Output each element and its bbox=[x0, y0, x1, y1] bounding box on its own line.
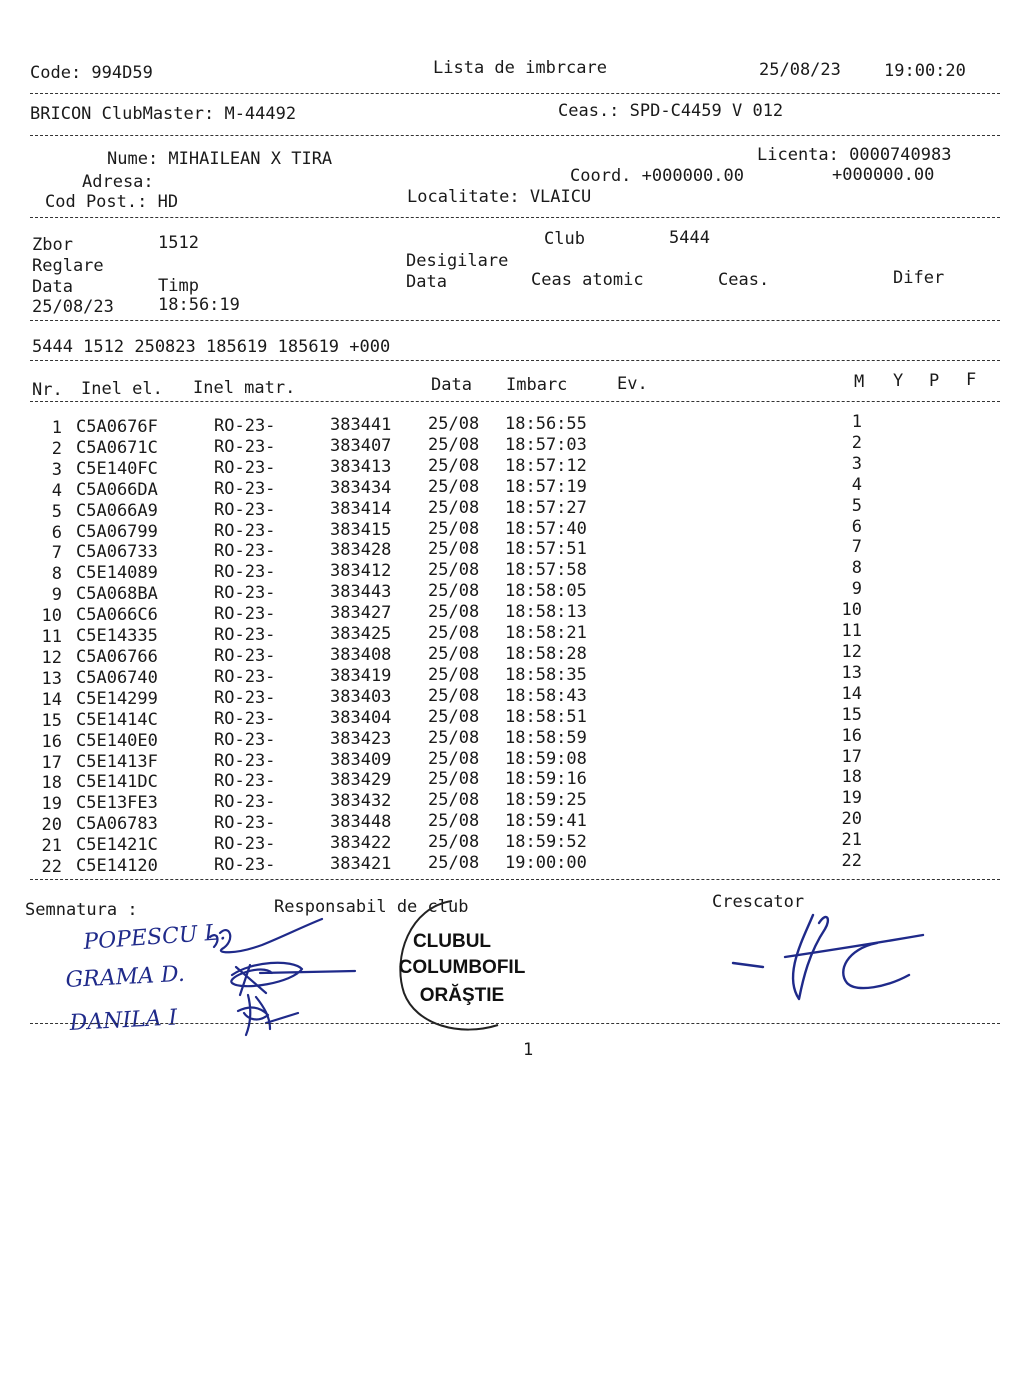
col-header-y: Y bbox=[893, 371, 904, 391]
boarding-time: 18:59:52 bbox=[505, 832, 587, 853]
row-number: 16 bbox=[41, 731, 62, 752]
svg-text:DANILA I: DANILA I bbox=[69, 1005, 178, 1036]
ring-prefix: RO-23- bbox=[214, 771, 276, 792]
boarding-time: 19:00:00 bbox=[505, 853, 587, 874]
boarding-time: 18:57:12 bbox=[505, 455, 587, 476]
boarding-time: 18:58:28 bbox=[505, 643, 587, 664]
position-m: 13 bbox=[841, 662, 862, 683]
electronic-ring: C5E13FE3 bbox=[76, 793, 158, 814]
divider bbox=[30, 879, 1000, 880]
column-m bbox=[826, 412, 862, 872]
row-number: 14 bbox=[41, 689, 62, 710]
ring-prefix: RO-23- bbox=[214, 541, 276, 562]
ring-number: 383421 bbox=[330, 854, 392, 875]
breeder-signature bbox=[725, 905, 935, 1010]
divider bbox=[30, 93, 1000, 94]
ring-prefix: RO-23- bbox=[214, 834, 276, 855]
arrival-date: 25/08 bbox=[428, 560, 480, 581]
postcode: Cod Post.: HD bbox=[45, 192, 179, 212]
boarding-time: 18:57:27 bbox=[505, 497, 587, 518]
row-number: 19 bbox=[41, 794, 62, 815]
divider bbox=[30, 320, 1000, 321]
electronic-ring: C5E140FC bbox=[76, 458, 158, 479]
locality: Localitate: VLAICU bbox=[407, 187, 592, 207]
atomic-clock-label: Ceas atomic bbox=[531, 270, 644, 290]
ring-number: 383443 bbox=[330, 582, 392, 603]
ring-number: 383407 bbox=[330, 435, 392, 456]
svg-text:COLUMBOFIL: COLUMBOFIL bbox=[398, 957, 526, 978]
boarding-time: 18:58:43 bbox=[505, 685, 587, 706]
position-m: 18 bbox=[841, 767, 862, 788]
column-ring-number bbox=[330, 415, 391, 875]
licence-number: Licenta: 0000740983 bbox=[757, 145, 952, 165]
ring-number: 383425 bbox=[330, 624, 392, 645]
electronic-ring: C5E14120 bbox=[76, 856, 158, 877]
clock-column-label: Ceas. bbox=[718, 270, 770, 290]
row-number: 5 bbox=[51, 501, 62, 522]
arrival-date: 25/08 bbox=[428, 518, 480, 539]
position-m: 15 bbox=[841, 704, 862, 725]
electronic-ring: C5A066DA bbox=[76, 479, 158, 500]
ring-number: 383423 bbox=[330, 728, 392, 749]
divider bbox=[30, 217, 1000, 218]
arrival-date: 25/08 bbox=[428, 497, 480, 518]
position-m: 11 bbox=[841, 621, 862, 642]
ring-prefix: RO-23- bbox=[214, 499, 276, 520]
ring-number: 383448 bbox=[330, 812, 392, 833]
clock-label: Ceas.: SPD-C4459 V 012 bbox=[558, 101, 784, 121]
arrival-date: 25/08 bbox=[428, 853, 480, 874]
electronic-ring: C5E14089 bbox=[76, 563, 158, 584]
handwritten-signatures bbox=[60, 915, 380, 1040]
ring-number: 383403 bbox=[330, 686, 392, 707]
document-title: Lista de imbrcare bbox=[433, 58, 607, 78]
ring-prefix: RO-23- bbox=[214, 645, 276, 666]
ring-prefix: RO-23- bbox=[214, 457, 276, 478]
ring-number: 383404 bbox=[330, 707, 392, 728]
ring-number: 383428 bbox=[330, 540, 392, 561]
row-number: 22 bbox=[41, 857, 62, 878]
boarding-time: 18:58:59 bbox=[505, 727, 587, 748]
boarding-time: 18:57:40 bbox=[505, 518, 587, 539]
ring-prefix: RO-23- bbox=[214, 625, 276, 646]
electronic-ring: C5A066A9 bbox=[76, 500, 158, 521]
boarding-time: 18:58:05 bbox=[505, 581, 587, 602]
svg-text:CLUBUL: CLUBUL bbox=[412, 931, 492, 952]
position-m: 22 bbox=[841, 851, 862, 872]
arrival-date: 25/08 bbox=[428, 811, 480, 832]
column-nr bbox=[30, 418, 62, 878]
ring-number: 383432 bbox=[330, 791, 392, 812]
desigilare-data-label: Data bbox=[406, 272, 447, 292]
ring-number: 383419 bbox=[330, 665, 392, 686]
electronic-ring: C5A06733 bbox=[76, 542, 158, 563]
arrival-date: 25/08 bbox=[428, 727, 480, 748]
position-m: 8 bbox=[851, 558, 862, 579]
signature-label: Semnatura : bbox=[25, 900, 138, 920]
data-label: Data bbox=[32, 277, 73, 297]
breeder-label: Crescator bbox=[712, 892, 805, 912]
ring-prefix: RO-23- bbox=[214, 666, 276, 687]
col-header-m: M bbox=[854, 372, 865, 392]
column-time bbox=[505, 414, 587, 874]
ring-number: 383429 bbox=[330, 770, 392, 791]
row-number: 1 bbox=[51, 418, 62, 438]
electronic-ring: C5E1414C bbox=[76, 709, 158, 730]
position-m: 19 bbox=[841, 788, 862, 809]
row-number: 8 bbox=[51, 564, 62, 585]
row-number: 10 bbox=[41, 606, 62, 627]
boarding-time: 18:58:21 bbox=[505, 623, 587, 644]
reglare-date: 25/08/23 bbox=[32, 297, 114, 317]
boarding-time: 18:57:03 bbox=[505, 434, 587, 455]
ring-prefix: RO-23- bbox=[214, 562, 276, 583]
row-number: 20 bbox=[41, 815, 62, 836]
club-stamp bbox=[390, 897, 540, 1037]
address-label: Adresa: bbox=[82, 172, 154, 192]
svg-text:ORĂŞTIE: ORĂŞTIE bbox=[419, 985, 505, 1006]
code-label: Code: 994D59 bbox=[30, 63, 153, 83]
arrival-date: 25/08 bbox=[428, 706, 480, 727]
ring-prefix: RO-23- bbox=[214, 416, 276, 436]
position-m: 14 bbox=[841, 683, 862, 704]
boarding-time: 18:57:58 bbox=[505, 560, 587, 581]
row-number: 13 bbox=[41, 668, 62, 689]
timp-label: Timp bbox=[158, 276, 199, 296]
boarding-time: 18:59:16 bbox=[505, 769, 587, 790]
electronic-ring: C5A0671C bbox=[76, 437, 158, 458]
arrival-date: 25/08 bbox=[428, 748, 480, 769]
electronic-ring: C5A06783 bbox=[76, 814, 158, 835]
row-number: 7 bbox=[51, 543, 62, 564]
ring-prefix: RO-23- bbox=[214, 813, 276, 834]
arrival-date: 25/08 bbox=[428, 602, 480, 623]
row-number: 12 bbox=[41, 647, 62, 668]
club-number: 5444 bbox=[669, 228, 710, 248]
club-label: Club bbox=[544, 229, 585, 249]
ring-number: 383441 bbox=[330, 415, 392, 435]
boarding-time: 18:57:19 bbox=[505, 476, 587, 497]
owner-name: Nume: MIHAILEAN X TIRA bbox=[107, 149, 333, 169]
boarding-time: 18:58:13 bbox=[505, 602, 587, 623]
flight-label: Zbor bbox=[32, 235, 73, 255]
row-number: 4 bbox=[51, 480, 62, 501]
electronic-ring: C5E14299 bbox=[76, 688, 158, 709]
difference-label: Difer bbox=[893, 268, 945, 288]
electronic-ring: C5A06799 bbox=[76, 521, 158, 542]
column-ring-prefix bbox=[214, 416, 275, 876]
row-number: 3 bbox=[51, 459, 62, 480]
boarding-time: 18:58:35 bbox=[505, 664, 587, 685]
electronic-ring: C5E140E0 bbox=[76, 730, 158, 751]
ring-prefix: RO-23- bbox=[214, 687, 276, 708]
ring-prefix: RO-23- bbox=[214, 792, 276, 813]
ring-prefix: RO-23- bbox=[214, 708, 276, 729]
divider bbox=[30, 1023, 1000, 1024]
position-m: 5 bbox=[851, 495, 862, 516]
svg-text:POPESCU L.: POPESCU L. bbox=[82, 920, 227, 955]
arrival-date: 25/08 bbox=[428, 790, 480, 811]
position-m: 17 bbox=[841, 746, 862, 767]
col-header-inel-matr: Inel matr. bbox=[193, 378, 296, 398]
ring-number: 383415 bbox=[330, 519, 392, 540]
header-time: 19:00:20 bbox=[884, 61, 966, 81]
row-number: 9 bbox=[51, 585, 62, 606]
ring-prefix: RO-23- bbox=[214, 583, 276, 604]
arrival-date: 25/08 bbox=[428, 643, 480, 664]
position-m: 6 bbox=[851, 516, 862, 537]
divider bbox=[30, 401, 1000, 402]
position-m: 3 bbox=[851, 453, 862, 474]
summary-line: 5444 1512 250823 185619 185619 +000 bbox=[32, 337, 391, 357]
col-header-nr: Nr. bbox=[32, 380, 63, 400]
col-header-p: P bbox=[929, 371, 940, 391]
ring-number: 383434 bbox=[330, 477, 392, 498]
ring-prefix: RO-23- bbox=[214, 436, 276, 457]
boarding-time: 18:59:41 bbox=[505, 811, 587, 832]
svg-text:GRAMA D.: GRAMA D. bbox=[65, 961, 186, 993]
row-number: 6 bbox=[51, 522, 62, 543]
row-number: 2 bbox=[51, 438, 62, 459]
arrival-date: 25/08 bbox=[428, 414, 480, 434]
arrival-date: 25/08 bbox=[428, 476, 480, 497]
position-m: 16 bbox=[841, 725, 862, 746]
ring-number: 383413 bbox=[330, 456, 392, 477]
electronic-ring: C5A068BA bbox=[76, 584, 158, 605]
arrival-date: 25/08 bbox=[428, 581, 480, 602]
reglare-time: 18:56:19 bbox=[158, 295, 240, 315]
row-number: 17 bbox=[41, 752, 62, 773]
electronic-ring: C5A066C6 bbox=[76, 605, 158, 626]
electronic-ring: C5E14335 bbox=[76, 626, 158, 647]
ring-prefix: RO-23- bbox=[214, 855, 276, 876]
boarding-time: 18:57:51 bbox=[505, 539, 587, 560]
position-m: 2 bbox=[851, 432, 862, 453]
page-number: 1 bbox=[523, 1040, 534, 1060]
header-date: 25/08/23 bbox=[759, 60, 841, 80]
desigilare-label: Desigilare bbox=[406, 251, 509, 271]
column-inel-el bbox=[76, 417, 158, 877]
row-number: 15 bbox=[41, 710, 62, 731]
ring-number: 383427 bbox=[330, 603, 392, 624]
coordinates-2: +000000.00 bbox=[832, 165, 935, 185]
position-m: 10 bbox=[841, 600, 862, 621]
ring-number: 383408 bbox=[330, 644, 392, 665]
ring-number: 383409 bbox=[330, 749, 392, 770]
arrival-date: 25/08 bbox=[428, 623, 480, 644]
ring-prefix: RO-23- bbox=[214, 520, 276, 541]
arrival-date: 25/08 bbox=[428, 832, 480, 853]
arrival-date: 25/08 bbox=[428, 455, 480, 476]
position-m: 1 bbox=[851, 412, 862, 432]
electronic-ring: C5E1421C bbox=[76, 835, 158, 856]
row-number: 11 bbox=[41, 627, 62, 648]
arrival-date: 25/08 bbox=[428, 434, 480, 455]
electronic-ring: C5A06740 bbox=[76, 667, 158, 688]
position-m: 21 bbox=[841, 830, 862, 851]
flight-number: 1512 bbox=[158, 233, 199, 253]
clubmaster-label: BRICON ClubMaster: M-44492 bbox=[30, 104, 297, 124]
col-header-f: F bbox=[966, 370, 977, 390]
position-m: 12 bbox=[841, 641, 862, 662]
divider bbox=[30, 135, 1000, 136]
row-number: 21 bbox=[41, 836, 62, 857]
boarding-time: 18:59:08 bbox=[505, 748, 587, 769]
column-date bbox=[428, 414, 479, 874]
ring-number: 383412 bbox=[330, 561, 392, 582]
arrival-date: 25/08 bbox=[428, 769, 480, 790]
ring-prefix: RO-23- bbox=[214, 729, 276, 750]
electronic-ring: C5A06766 bbox=[76, 646, 158, 667]
col-header-imbarc: Imbarc bbox=[506, 375, 568, 395]
arrival-date: 25/08 bbox=[428, 539, 480, 560]
col-header-data: Data bbox=[431, 375, 472, 395]
ring-prefix: RO-23- bbox=[214, 604, 276, 625]
boarding-time: 18:58:51 bbox=[505, 706, 587, 727]
boarding-time: 18:56:55 bbox=[505, 414, 587, 434]
coordinates: Coord. +000000.00 bbox=[570, 166, 744, 186]
row-number: 18 bbox=[41, 773, 62, 794]
ring-number: 383414 bbox=[330, 498, 392, 519]
position-m: 9 bbox=[851, 579, 862, 600]
position-m: 7 bbox=[851, 537, 862, 558]
boarding-time: 18:59:25 bbox=[505, 790, 587, 811]
electronic-ring: C5E1413F bbox=[76, 751, 158, 772]
ring-prefix: RO-23- bbox=[214, 750, 276, 771]
position-m: 4 bbox=[851, 474, 862, 495]
electronic-ring: C5A0676F bbox=[76, 417, 158, 437]
electronic-ring: C5E141DC bbox=[76, 772, 158, 793]
position-m: 20 bbox=[841, 809, 862, 830]
reglare-label: Reglare bbox=[32, 256, 104, 276]
divider bbox=[30, 360, 1000, 361]
col-header-ev: Ev. bbox=[617, 374, 648, 394]
club-responsible-label: Responsabil de club bbox=[274, 897, 469, 917]
col-header-inel-el: Inel el. bbox=[81, 379, 163, 399]
ring-prefix: RO-23- bbox=[214, 478, 276, 499]
ring-number: 383422 bbox=[330, 833, 392, 854]
arrival-date: 25/08 bbox=[428, 685, 480, 706]
arrival-date: 25/08 bbox=[428, 664, 480, 685]
